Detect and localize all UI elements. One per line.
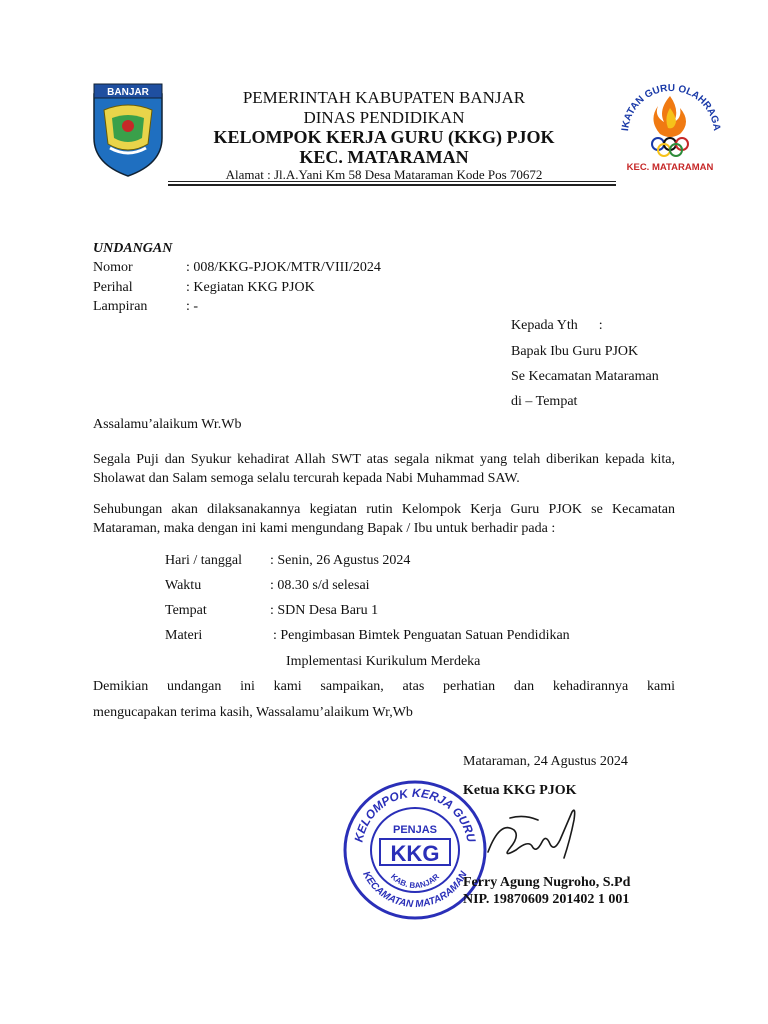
detail-value-time: : 08.30 s/d selesai: [270, 578, 370, 593]
meta-label-lampiran: Lampiran: [93, 299, 148, 314]
paragraph-invitation: Sehubungan akan dilaksanakannya kegiatan rutin Kelompok Kerja Guru PJOK se Kecamatan Mataraman, maka dengan ini kami mengundang Bapak / Ibu untuk berhadir pada :: [93, 502, 675, 536]
stamp-outer-top: KELOMPOK KERJA GURU: [351, 785, 479, 844]
detail-label-day: Hari / tanggal: [165, 553, 242, 568]
detail-label-time: Waktu: [165, 578, 202, 593]
stamp-center: KKG: [390, 841, 440, 866]
closing-line-1: Demikian undangan ini kami sampaikan, atas perhatian dan kehadirannya kami: [93, 679, 675, 694]
logo-arc-text: IKATAN GURU OLAHRAGA: [620, 82, 722, 132]
detail-value-material-cont: Implementasi Kurikulum Merdeka: [286, 654, 481, 669]
letterhead-government: PEMERINTAH KABUPATEN BANJAR: [242, 88, 526, 107]
detail-value-day: : Senin, 26 Agustus 2024: [270, 553, 411, 568]
letterhead-agency: DINAS PENDIDIKAN: [303, 108, 465, 127]
stamp-inner-top: PENJAS: [392, 824, 438, 836]
stamp-outer-bottom: KECAMATAN MATARAMAN: [360, 869, 470, 911]
detail-value-place: : SDN Desa Baru 1: [270, 603, 379, 618]
recipient-line-2: Bapak Ibu Guru PJOK: [511, 344, 639, 359]
meta-value-lampiran: : -: [186, 299, 199, 314]
paragraph-opening: Segala Puji dan Syukur kehadirat Allah SWT atas segala nikmat yang telah diberikan kepada kita, Sholawat dan Salam semoga selalu tercurah kepada Nabi Muhammad SAW.: [93, 452, 675, 486]
signer-name: Ferry Agung Nugroho, S.Pd: [463, 875, 631, 890]
meta-value-nomor: : 008/KKG-PJOK/MTR/VIII/2024: [186, 260, 381, 275]
letterhead-rule-thick: [168, 184, 616, 186]
meta-value-perihal: : Kegiatan KKG PJOK: [186, 280, 315, 295]
meta-label-perihal: Perihal: [93, 280, 133, 295]
signature-place-date: Mataraman, 24 Agustus 2024: [463, 754, 628, 769]
signature-position: Ketua KKG PJOK: [463, 783, 577, 798]
letter-title: UNDANGAN: [93, 241, 173, 256]
logo-bottom-text: KEC. MATARAMAN: [626, 162, 714, 173]
banjar-logo-text: BANJAR: [107, 87, 149, 98]
recipient-line-4: di – Tempat: [511, 394, 578, 409]
detail-label-material: Materi: [165, 628, 203, 643]
signer-nip: NIP. 19870609 201402 1 001: [463, 892, 630, 907]
detail-label-place: Tempat: [165, 603, 207, 618]
letterhead-address: Alamat : Jl.A.Yani Km 58 Desa Mataraman Kode Pos 70672: [225, 167, 543, 182]
greeting: Assalamu’alaikum Wr.Wb: [93, 417, 242, 432]
stamp-inner-bottom: KAB. BANJAR: [389, 872, 441, 891]
letterhead-rule: [168, 181, 616, 182]
handwritten-signature: [480, 800, 590, 870]
closing-line-2: mengucapakan terima kasih, Wassalamu’alaikum Wr,Wb: [93, 705, 413, 720]
letterhead-organization: KELOMPOK KERJA GURU (KKG) PJOK: [213, 127, 555, 147]
detail-value-material: : Pengimbasan Bimtek Penguatan Satuan Pendidikan: [273, 628, 570, 643]
recipient-line-1: Kepada Yth :: [511, 318, 603, 333]
letterhead-district: KEC. MATARAMAN: [299, 147, 469, 167]
meta-label-nomor: Nomor: [93, 260, 133, 275]
recipient-line-3: Se Kecamatan Mataraman: [511, 369, 659, 384]
